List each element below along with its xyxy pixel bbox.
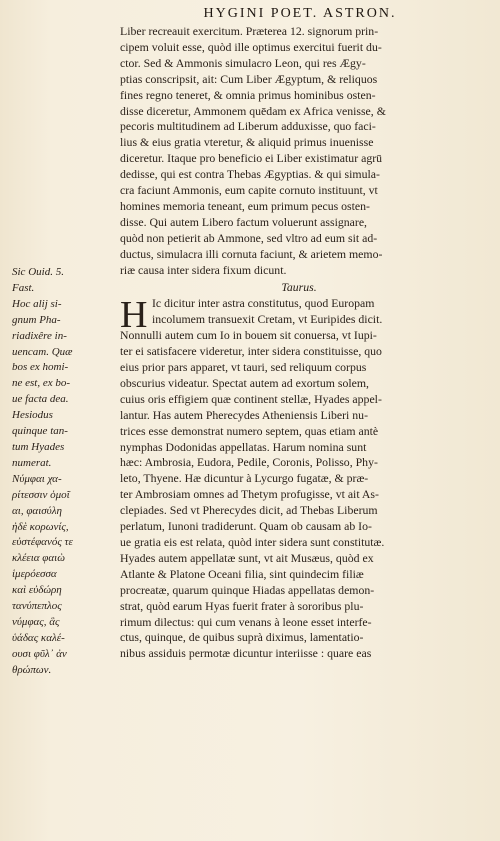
- margin-note-line: ρίτεσσιν ὁμοῖ: [12, 488, 70, 501]
- text-line: Atlante & Platone Oceani filia, sint quindecim filiæ: [120, 566, 364, 581]
- text-line: ductus, simulacra illi cornuta faciunt, & arietem memo-: [120, 246, 383, 261]
- text-line: strat, quòd earum Hyas fuerit frater à sororibus plu-: [120, 598, 364, 613]
- text-line: ue gratia eis est relata, quòd inter sidera sunt constitutæ.: [120, 535, 385, 549]
- text-line: cra faciunt Ammonis, eum capite cornuto instituunt, vt: [120, 183, 378, 198]
- text-line: homines memoria teneant, eum primum pecus osten-: [120, 198, 370, 213]
- text-line: diceretur. Itaque pro beneficio ei Liber existimatur agrū: [120, 151, 383, 166]
- text-line: Nonnulli autem cum Io in bouem sit conuersa, vt Iupi-: [120, 328, 377, 343]
- text-line: nymphas Dodonidas appellatas. Harum nomina sunt: [120, 439, 367, 454]
- text-line: disse. Qui autem Libero factum voluerunt assignare,: [120, 214, 368, 229]
- margin-note-line: ὑάδας καλέ-: [12, 631, 65, 644]
- text-line: procreatæ, quarum quinque Hiadas appellatas demon-: [120, 582, 375, 597]
- text-line: nibus assiduis permotæ dicuntur interiisse : quare eas: [120, 646, 372, 661]
- text-line: ctus, quinque, de quibus suprà diximus, lamentatio-: [120, 630, 364, 645]
- text-line: perlatum, Iunoni tradiderunt. Quam ob causam ab Io-: [120, 519, 372, 534]
- text-line: cuius oris effigiem quæ continent stellæ, Hyades appel-: [120, 391, 382, 406]
- text-line: trices esse demonstrat numero septem, quas etiam antè: [120, 423, 379, 438]
- text-line: riæ causa inter sidera fixum dicunt.: [120, 262, 287, 277]
- text-line: ptias conscripsit, ait: Cum Liber Ægyptum, & reliquos: [120, 71, 378, 86]
- text-line: ter Ambrosiam omnes ad Thetym profugisse, vt ait As-: [120, 487, 379, 502]
- margin-note-line: ue facta dea.: [12, 393, 69, 406]
- text-line: Liber recreauit exercitum. Præterea 12. signorum prin-: [120, 24, 379, 38]
- text-line: lantur. Has autem Pherecydes Atheniensis Liberi nu-: [120, 407, 368, 422]
- text-line: pecoris multitudinem ad Liberum adduxisse, quo faci-: [120, 119, 376, 134]
- margin-note-line: ἱμερόεσσα: [12, 568, 57, 581]
- text-line: obscurius videatur. Spectat autem ad exortum solem,: [120, 375, 369, 390]
- text-line: quòd non petierit ab Ammone, sed vltro ad eum sit ad-: [120, 230, 378, 245]
- margin-note-line: ἠδὲ κορωνίς,: [12, 520, 69, 533]
- running-header: HYGINI POET. ASTRON.: [203, 6, 397, 21]
- dropcap-letter: H: [120, 294, 148, 337]
- margin-note-line: ne est, ex bo-: [12, 377, 71, 390]
- margin-note-line: Νύμφαι χα-: [12, 472, 62, 485]
- text-line: dedisse, qui est contra Thebas Ægyptias. & qui simula-: [120, 167, 380, 182]
- text-line: incolumem transuexit Cretam, vt Euripides dicit.: [152, 312, 383, 327]
- margin-note-line: Hesiodus: [12, 409, 53, 422]
- text-line: lius & eius gratia vteretur, & aliquid primus inuenisse: [120, 135, 374, 150]
- margin-note-line: καὶ εὐδώρη: [12, 584, 62, 597]
- margin-note-line: κλέεια φαιὼ: [12, 552, 65, 565]
- margin-notes: [12, 265, 116, 679]
- lower-paragraph: [120, 328, 478, 662]
- margin-note-line: Hoc alij si-: [12, 297, 62, 310]
- margin-note-line: bos ex homi-: [12, 361, 69, 374]
- text-line: fines regno teneret, & omnia primus hominibus osten-: [120, 87, 376, 102]
- margin-note-line: αι, φαισύλη: [12, 504, 62, 517]
- margin-note-line: numerat.: [12, 456, 52, 469]
- margin-note-line: θρώπων.: [12, 663, 52, 676]
- dropcap-lines: [120, 296, 478, 328]
- section-title: Taurus.: [281, 279, 317, 294]
- margin-note-line: Sic Ouid. 5.: [12, 266, 64, 278]
- margin-note-line: riadixêre in-: [12, 329, 67, 342]
- text-line: eius prior pars apparet, vt tauri, sed reliquum corpus: [120, 360, 367, 375]
- margin-note-line: τανύπεπλος: [12, 600, 62, 613]
- main-text-column: [120, 24, 478, 662]
- margin-note-line: uencam. Quæ: [12, 345, 73, 358]
- margin-note-line: εὐστέφανός τε: [12, 536, 73, 549]
- text-line: rimum dilectus: qui cum venans à leone esset interfe-: [120, 614, 372, 629]
- text-line: disse diceretur, Ammonem quēdam ex Africa venisse, &: [120, 103, 386, 118]
- margin-note-line: Fast.: [12, 281, 35, 294]
- margin-note-line: νύμφας, ἃς: [12, 615, 60, 628]
- margin-note-line: quinque tan-: [12, 425, 68, 438]
- margin-note-line: gnum Pha-: [12, 313, 61, 326]
- text-line: ctor. Sed & Ammonis simulacro Leon, qui res Ægy-: [120, 55, 366, 70]
- margin-note-line: ουσι φῦλ᾽ ἀν: [12, 647, 67, 660]
- text-line: Hyades autem appellatæ sunt, vt ait Musæus, quòd ex: [120, 550, 374, 565]
- upper-paragraph: [120, 24, 478, 279]
- text-line: ter ei satisfacere videretur, inter sidera constituisse, quo: [120, 344, 382, 359]
- text-line: cipem voluit esse, quòd ille optimus exercitui fuerit du-: [120, 39, 382, 54]
- text-line: Ic dicitur inter astra constitutus, quod Europam: [152, 296, 375, 311]
- text-line: hæc: Ambrosia, Eudora, Pedile, Coronis, Polisso, Phy-: [120, 455, 378, 470]
- margin-note-line: tum Hyades: [12, 440, 65, 453]
- text-line: clepiades. Sed vt Pherecydes dicit, ad Thebas Liberum: [120, 503, 378, 518]
- text-line: leto, Thyene. Hæ dicuntur à Lycurgo fugatæ, & præ-: [120, 471, 369, 486]
